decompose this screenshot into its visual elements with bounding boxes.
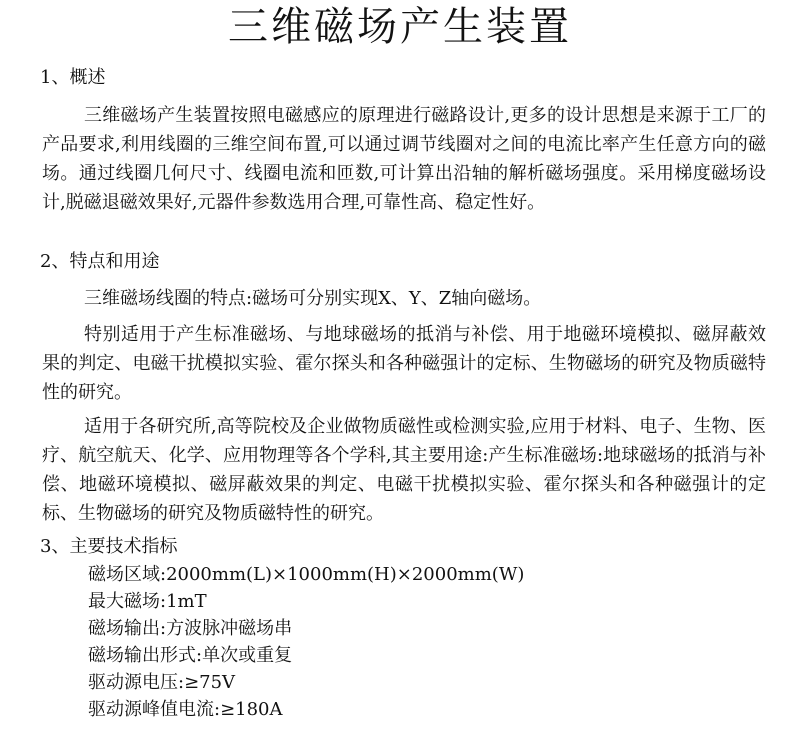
section-heading-features: 2、特点和用途 [40,251,160,272]
features-paragraph-2: 特别适用于产生标准磁场、与地球磁场的抵消与补偿、用于地磁环境模拟、磁屏蔽效果的判定、电磁干扰模拟实验、霍尔探头和各种磁强计的定标、生物磁场的研究及物质磁特性的研究。 [42,324,766,403]
section-heading-overview: 1、概述 [40,67,106,88]
spec-max-field: 最大磁场:1mT [88,591,207,612]
spec-drive-voltage: 驱动源电压:≥75V [88,672,236,693]
section-heading-specs: 3、主要技术指标 [40,536,178,557]
spec-output-mode: 磁场输出形式:单次或重复 [88,645,293,666]
overview-paragraph: 三维磁场产生装置按照电磁感应的原理进行磁路设计,更多的设计思想是来源于工厂的产品要求,利用线圈的三维空间布置,可以通过调节线圈对之间的电流比率产生任意方向的磁场。通过线圈几何尺寸、线圈电流和匝数,可计算出沿轴的解析磁场强度。采用梯度磁场设计,脱磁退磁效果好,元器件参数选用合理,可靠性高、稳定性好。 [42,105,766,213]
spec-field-area: 磁场区域:2000mm(L)×1000mm(H)×2000mm(W) [88,564,525,585]
document-title: 三维磁场产生装置 [228,4,572,50]
spec-peak-current: 驱动源峰值电流:≥180A [88,699,283,720]
features-paragraph-1: 三维磁场线圈的特点:磁场可分别实现X、Y、Z轴向磁场。 [84,288,542,309]
spec-field-output: 磁场输出:方波脉冲磁场串 [88,618,293,639]
features-paragraph-3: 适用于各研究所,高等院校及企业做物质磁性或检测实验,应用于材料、电子、生物、医疗、航空航天、化学、应用物理等各个学科,其主要用途:产生标准磁场:地球磁场的抵消与补偿、地磁环境模拟、磁屏蔽效果的判定、电磁干扰模拟实验、霍尔探头和各种磁强计的定标、生物磁场的研究及物质磁特性的研究。 [42,416,766,524]
